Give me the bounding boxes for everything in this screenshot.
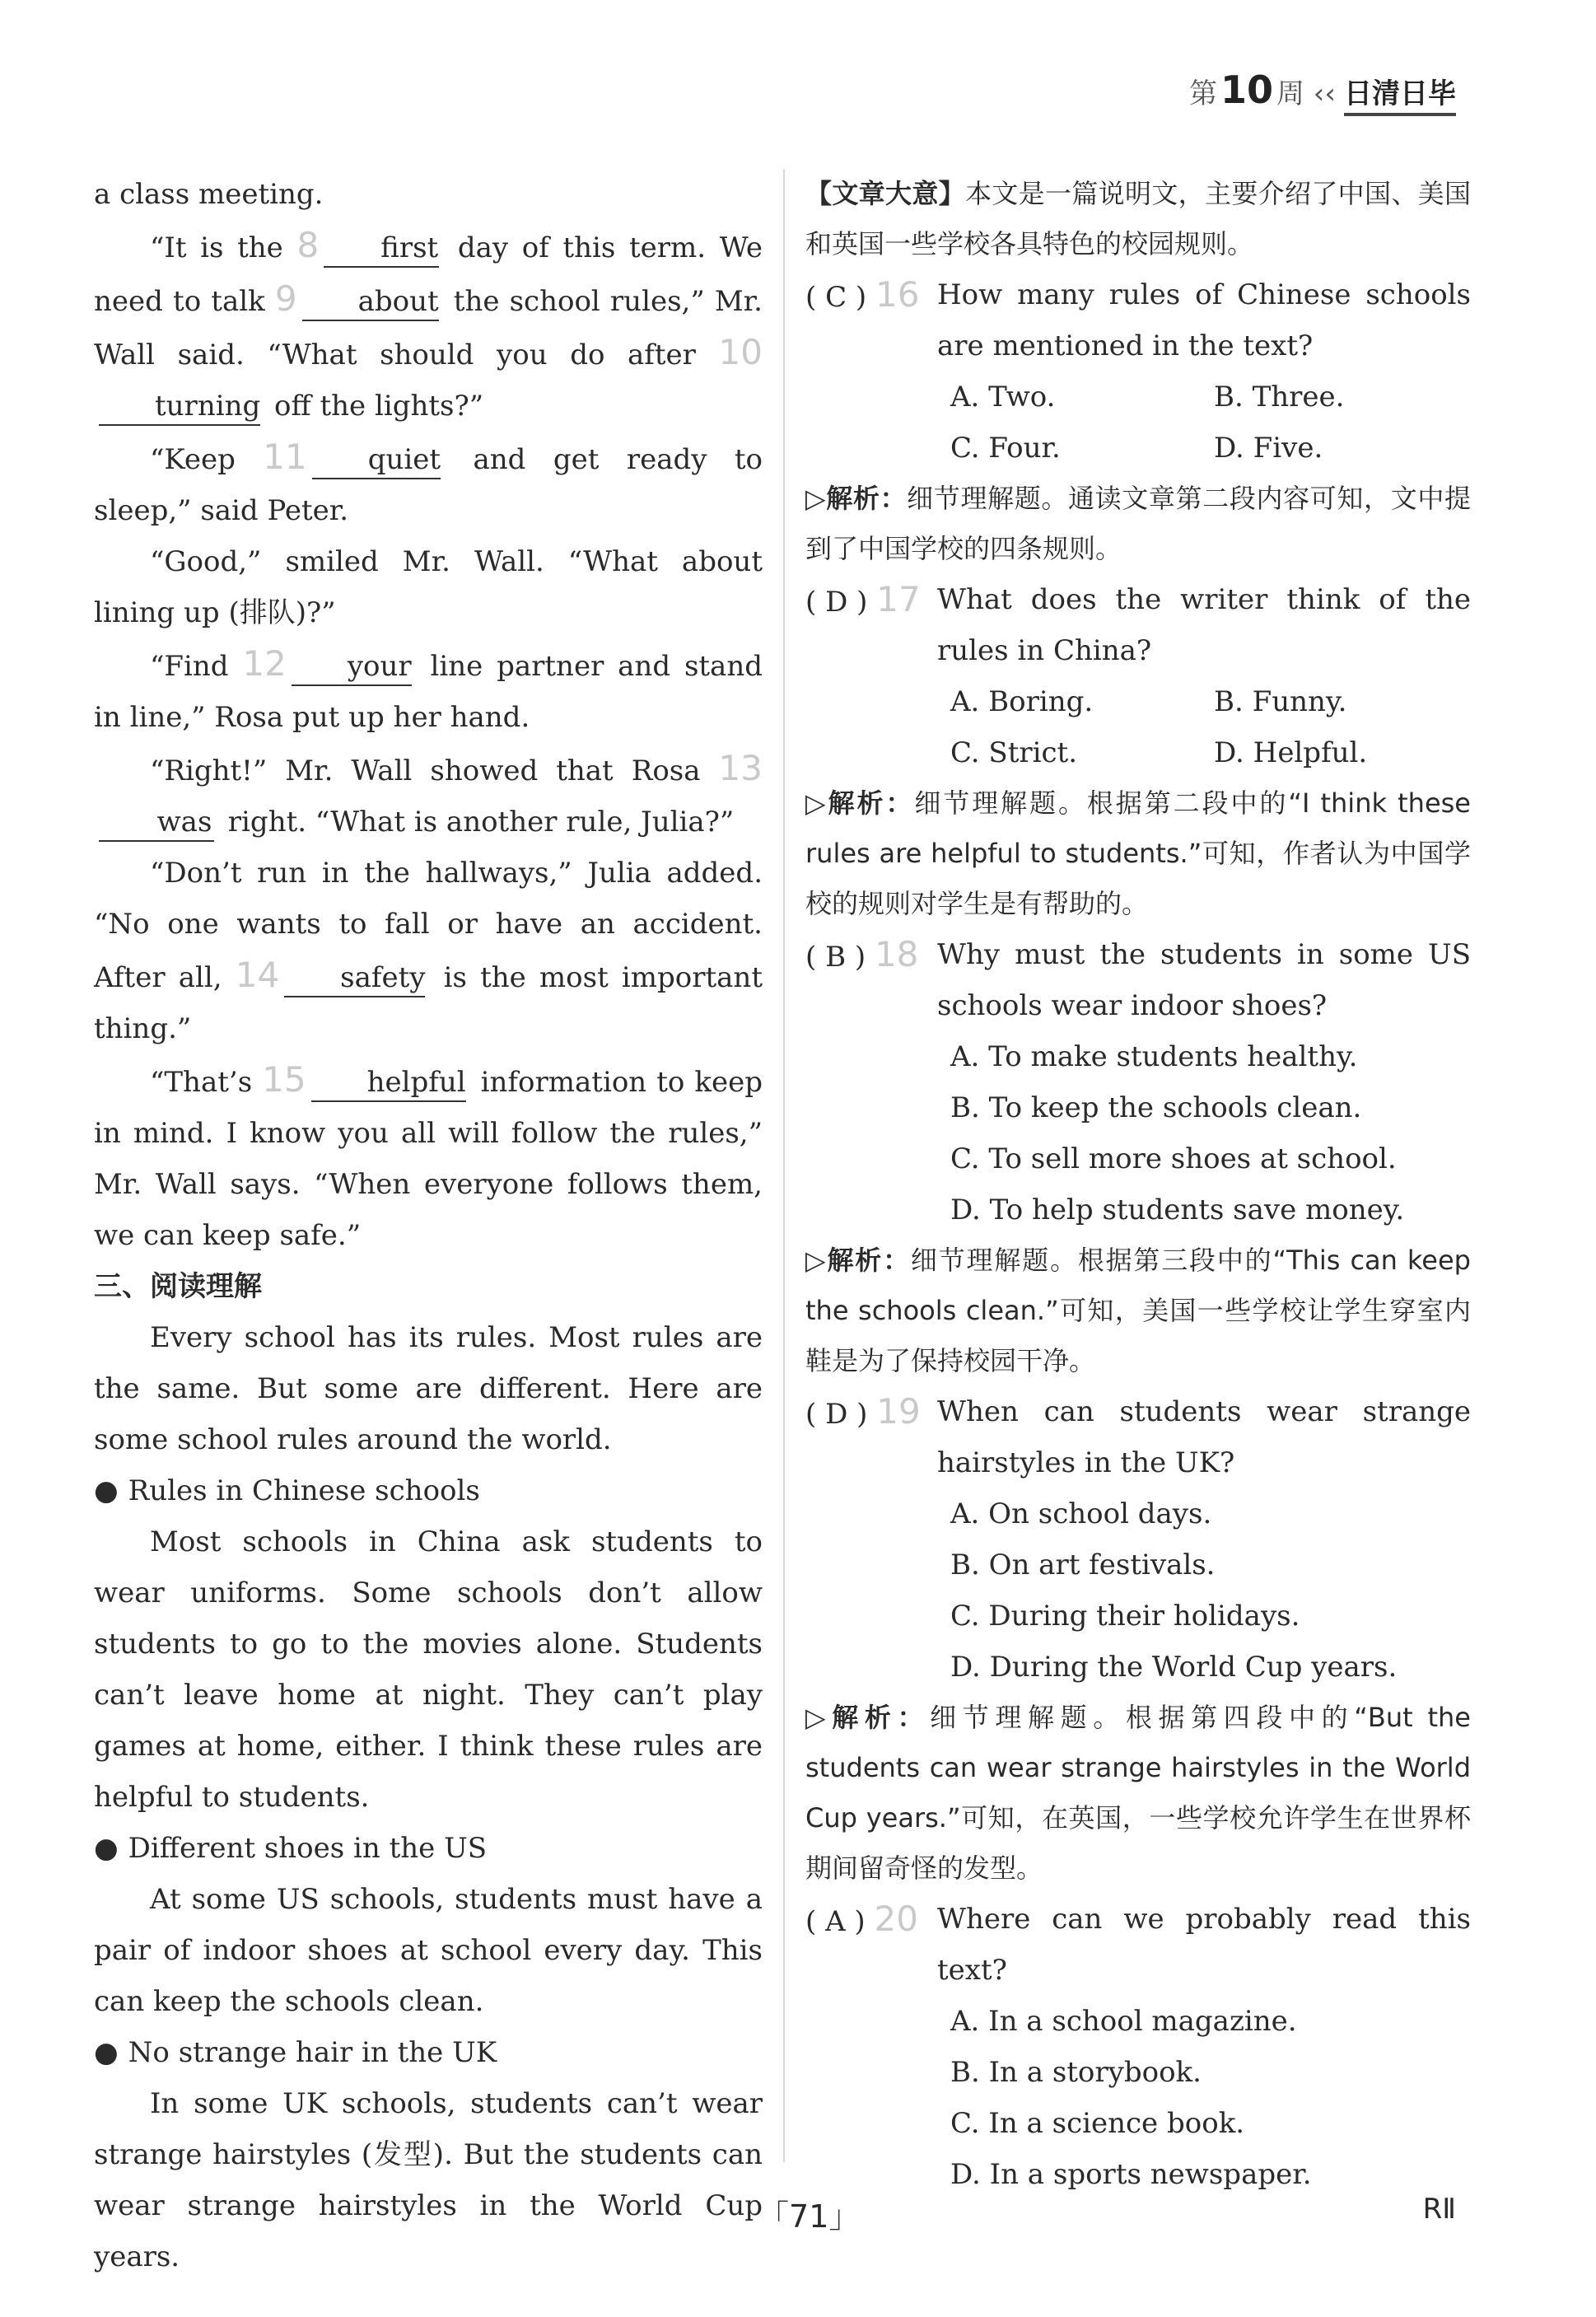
- answer-mark: ( D ): [805, 586, 868, 619]
- edition-mark: RⅡ: [1422, 2193, 1456, 2226]
- answer-blank: turning: [99, 388, 260, 426]
- reading-heading: ● No strange hair in the UK: [94, 2027, 763, 2078]
- option: C. To sell more shoes at school.: [950, 1142, 1397, 1175]
- reading-paragraph: At some US schools, students must have a pair of indoor shoes at school every day. This can keep the schools clean.: [94, 1883, 763, 2018]
- option: A. In a school magazine.: [950, 2005, 1297, 2038]
- answer-blank: about: [302, 283, 439, 321]
- explanation: ▷解析：细节理解题。根据第四段中的“But the students can wear strange hairstyles in the World Cup years.”可知，在英国，一些学校允许学生在世界杯期间留奇怪的发型。: [805, 1702, 1471, 1884]
- question-17: ( D ) 17 What does the writer think of the rules in China?: [805, 579, 1471, 667]
- answer-mark: ( D ): [805, 1398, 868, 1431]
- page-header: [1189, 68, 1456, 116]
- question-18: ( B ) 18 Why must the students in some US schools wear indoor shoes?: [805, 934, 1471, 1022]
- reading-heading: ● Different shoes in the US: [94, 1823, 763, 1874]
- answer-blank: safety: [284, 960, 425, 997]
- cloze-paragraph: “It is the 8 first day of this term. We need to talk 9 about the school rules,” Mr. Wall said. “What should you do after 10turning off the lights?”: [94, 220, 763, 432]
- option: A. On school days.: [950, 1497, 1212, 1530]
- left-column: [94, 169, 763, 2282]
- options: A. Two. B. Three. C. Four. D. Five.: [950, 381, 1345, 465]
- answer-blank: quiet: [312, 441, 441, 479]
- header-title: 日清日毕: [1344, 71, 1456, 116]
- page-number: 「71」: [758, 2198, 861, 2235]
- cloze-paragraph: “That’s 15 helpful information to keep in mind. I know you all will follow the rules,” Mr. Wall says. “When everyone follows them, we can keep safe.”: [94, 1059, 763, 1252]
- answer-blank: your: [292, 648, 412, 686]
- answer-blank: first: [324, 230, 439, 268]
- option: C. During their holidays.: [950, 1600, 1300, 1633]
- reading-paragraph: Most schools in China ask students to wear uniforms. Some schools don’t allow students to go to the movies alone. Students can’t leave home at night. They can’t play games at home, either. I think these rules are helpful to students.: [94, 1525, 763, 1814]
- answer-mark: ( A ): [805, 1905, 866, 1938]
- cloze-paragraph: “Good,” smiled Mr. Wall. “What about lining up (排队)?”: [94, 545, 763, 629]
- cloze-paragraph: “Right!” Mr. Wall showed that Rosa 13was right. “What is another rule, Julia?”: [94, 743, 763, 848]
- option: D. In a sports newspaper.: [950, 2158, 1312, 2191]
- column-divider: [783, 169, 785, 2162]
- answer-mark: ( B ): [805, 941, 866, 974]
- cloze-intro: a class meeting.: [94, 178, 324, 211]
- explanation: ▷解析：细节理解题。根据第三段中的“This can keep the schools clean.”可知，美国一些学校让学生穿室内鞋是为了保持校园干净。: [805, 1245, 1471, 1376]
- answer-blank: helpful: [311, 1064, 466, 1102]
- explanation: ▷解析：细节理解题。通读文章第二段内容可知，文中提到了中国学校的四条规则。: [805, 483, 1471, 564]
- explanation: ▷解析：细节理解题。根据第二段中的“I think these rules are helpful to students.”可知，作者认为中国学校的规则对学生是有帮助的。: [805, 787, 1471, 919]
- option: B. To keep the schools clean.: [950, 1091, 1362, 1124]
- cloze-paragraph: “Don’t run in the hallways,” Julia added. “No one wants to fall or have an accident. After all, 14 safety is the most important thing.”: [94, 857, 763, 1045]
- right-column: [805, 169, 1471, 2200]
- option: C. In a science book.: [950, 2107, 1245, 2140]
- week-label: 第10 周 ‹‹: [1188, 68, 1336, 112]
- question-20: ( A ) 20 Where can we probably read this text?: [805, 1899, 1471, 1987]
- cloze-paragraph: “Find 12 your line partner and stand in line,” Rosa put up her hand.: [94, 643, 763, 734]
- question-16: ( C ) 16 How many rules of Chinese schools are mentioned in the text?: [805, 274, 1471, 362]
- option: B. In a storybook.: [950, 2056, 1202, 2089]
- answer-blank: was: [99, 804, 214, 842]
- option: A. To make students healthy.: [950, 1040, 1358, 1073]
- options: A. Boring. B. Funny. C. Strict. D. Helpful.: [950, 685, 1368, 769]
- option: D. To help students save money.: [950, 1194, 1405, 1226]
- article-summary: 【文章大意】本文是一篇说明文，主要介绍了中国、美国和英国一些学校各具特色的校园规则。: [805, 178, 1471, 259]
- reading-heading: ● Rules in Chinese schools: [94, 1465, 763, 1516]
- option: B. On art festivals.: [950, 1549, 1216, 1581]
- section-title: 三、阅读理解: [94, 1270, 262, 1303]
- cloze-paragraph: “Keep 11 quiet and get ready to sleep,” said Peter.: [94, 437, 763, 527]
- reading-intro: Every school has its rules. Most rules are the same. But some are different. Here are some school rules around the world.: [94, 1321, 763, 1456]
- question-19: ( D ) 19 When can students wear strange hairstyles in the UK?: [805, 1391, 1471, 1479]
- reading-paragraph: In some UK schools, students can’t wear strange hairstyles (发型). But the students can wear strange hairstyles in the World Cup years.: [94, 2087, 763, 2273]
- option: D. During the World Cup years.: [950, 1651, 1398, 1684]
- answer-mark: ( C ): [805, 281, 867, 314]
